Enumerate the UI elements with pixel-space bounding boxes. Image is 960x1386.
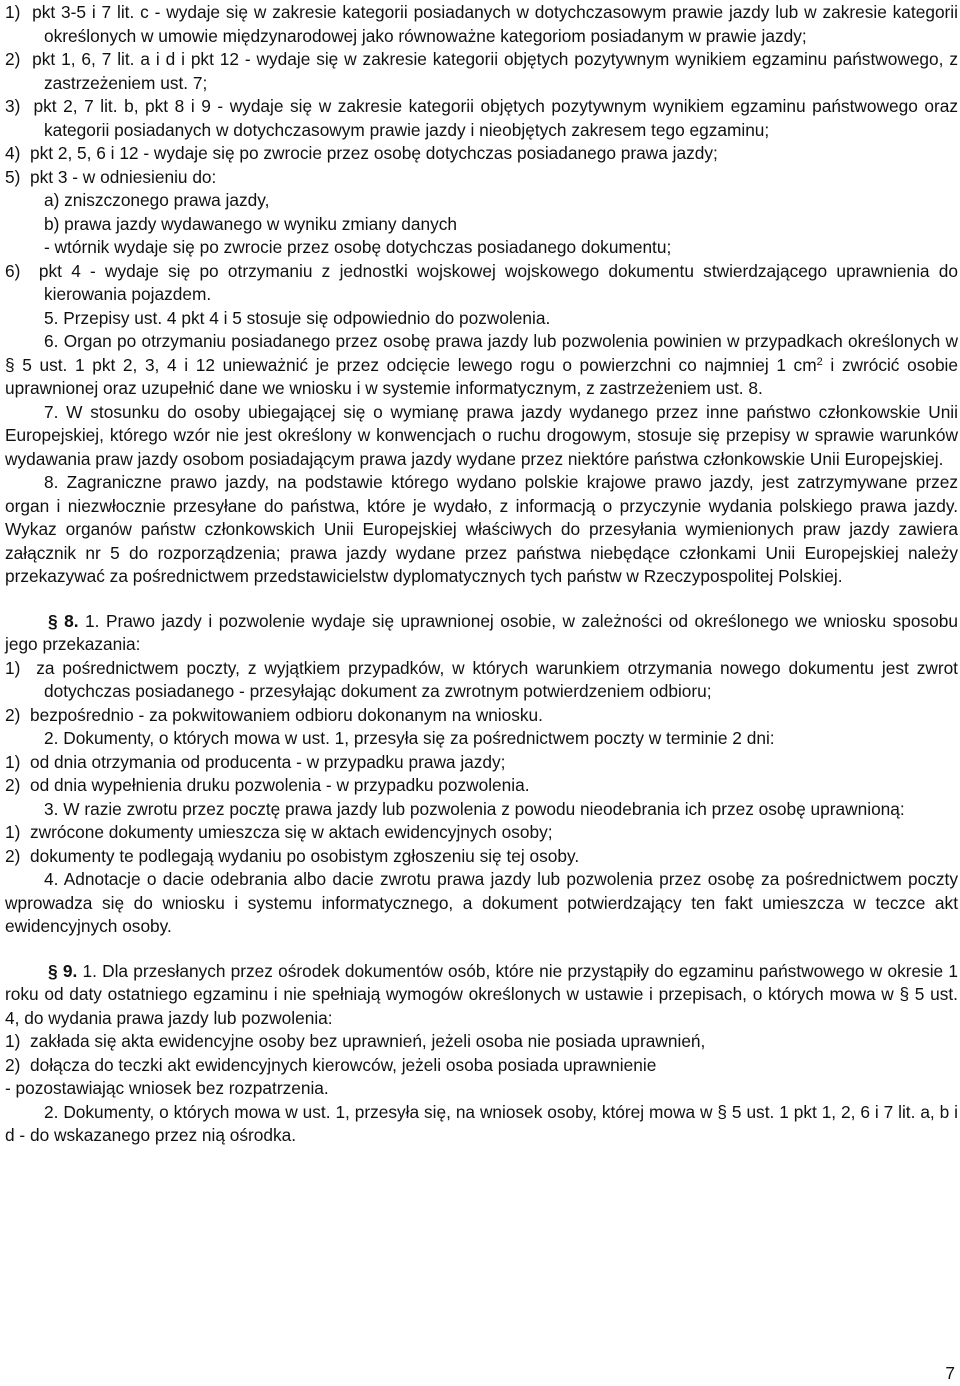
wtornik-note: - wtórnik wydaje się po zwrocie przez osobę dotychczas posiadanego dokumentu; <box>44 237 672 257</box>
section9-intro: § 9. 1. Dla przesłanych przez ośrodek dokumentów osób, które nie przystąpiły do egzaminu państwowego w okresie 1 roku od daty ostatniego egzaminu i nie spełniają wymogów określonych w ustawie i przepisach, o których mowa w § 5 ust. 4, do wydania prawa jazdy lub pozwolenia: <box>5 960 958 1028</box>
list-item: 1) pkt 3-5 i 7 lit. c - wydaje się w zakresie kategorii posiadanych w dotychczasowym prawie jazdy lub w zakresie kategorii określonych w umowie międzynarodowej jako równoważne kategoriom posiadanym w prawie jazdy; <box>5 2 958 46</box>
list-item: 2) dokumenty te podlegają wydaniu po osobistym zgłoszeniu się tej osoby. <box>5 845 580 866</box>
ust8-paragraph: 8. Zagraniczne prawo jazdy, na podstawie którego wydano polskie krajowe prawo jazdy, jest zatrzymywane przez organ i niezwłocznie przesyłane do państwa, które je wydało, z informacją o przyczynie wydania polskiego prawa jazdy. Wykaz organów państw członkowskich Unii Europejskiej właściwych do przesyłania wymienionych praw jazdy zawiera załącznik nr 5 do rozporządzenia; prawa jazdy wydane przez państwa niebędące członkami Unii Europejskiej należy przekazywać za pośrednictwem przedstawicielstw dyplomatycznych tych państw w Rzeczypospolitej Polskiej. <box>5 472 958 586</box>
section9-ust2: 2. Dokumenty, o których mowa w ust. 1, przesyła się, na wniosek osoby, której mowa w § 5 ust. 1 pkt 1, 2, 6 i 7 lit. a, b i d - do wskazanego przez nią ośrodka. <box>5 1101 958 1145</box>
list-block1 <box>5 1 958 307</box>
section-mark: § 9. <box>48 960 78 981</box>
list-item: 2) dołącza do teczki akt ewidencyjnych kierowców, jeżeli osoba posiada uprawnienie <box>5 1054 657 1075</box>
list-item: 1) zakłada się akta ewidencyjne osoby bez uprawnień, jeżeli osoba nie posiada uprawnień, <box>5 1031 706 1051</box>
ust5-paragraph: 5. Przepisy ust. 4 pkt 4 i 5 stosuje się odpowiednio do pozwolenia. <box>44 307 551 328</box>
sub-item-b: b) prawa jazdy wydawanego w wyniku zmiany danych <box>44 213 458 234</box>
list-item: 3) pkt 2, 7 lit. b, pkt 8 i 9 - wydaje się w zakresie kategorii objętych pozytywnym wynikiem egzaminu państwowego oraz kategorii posiadanych w dotychczasowym prawie jazdy i nieobjętych zakresem tego egzaminu; <box>5 96 959 140</box>
page-number: 7 <box>945 1363 955 1383</box>
section9-tail: - pozostawiając wniosek bez rozpatrzenia. <box>5 1078 329 1098</box>
section8-ust2: 2. Dokumenty, o których mowa w ust. 1, przesyła się za pośrednictwem poczty w terminie 2 dni: <box>44 728 775 748</box>
section8-intro: § 8. 1. Prawo jazdy i pozwolenie wydaje się uprawnionej osobie, w zależności od określonego we wniosku sposobu jego przekazania: <box>5 610 958 654</box>
list-item: 2) bezpośrednio - za pokwitowaniem odbioru dokonanym na wniosku. <box>5 704 543 725</box>
list-item: 6) pkt 4 - wydaje się po otrzymaniu z jednostki wojskowej wojskowego dokumentu stwierdzającego uprawnienia do kierowania pojazdem. <box>5 260 959 304</box>
list-item: 5) pkt 3 - w odniesieniu do: <box>5 166 217 187</box>
section8-ust4: 4. Adnotacje o dacie odebrania albo dacie zwrotu prawa jazdy lub pozwolenia przez osobę za pośrednictwem poczty wprowadza się do wniosku i systemu informatycznego, a dokument potwierdzający ten fakt umieszcza w teczce akt ewidencyjnych osoby. <box>5 869 958 936</box>
list-item: 2) pkt 1, 6, 7 lit. a i d i pkt 12 - wydaje się w zakresie kategorii objętych pozytywnym wynikiem egzaminu państwowego, z zastrzeżeniem ust. 7; <box>5 49 958 93</box>
list-item: 1) za pośrednictwem poczty, z wyjątkiem przypadków, w których warunkiem otrzymania nowego dokumentu jest zwrot dotychczas posiadanego - przesyłając dokument za zwrotnym potwierdzeniem odbioru; <box>5 657 958 701</box>
document-page <box>5 1 958 1148</box>
list-item: 2) od dnia wypełnienia druku pozwolenia - w przypadku pozwolenia. <box>5 775 530 795</box>
list-item: 1) od dnia otrzymania od producenta - w przypadku prawa jazdy; <box>5 751 506 772</box>
list-item: 1) zwrócone dokumenty umieszcza się w aktach ewidencyjnych osoby; <box>5 822 553 842</box>
list-item: 4) pkt 2, 5, 6 i 12 - wydaje się po zwrocie przez osobę dotychczas posiadanego prawa jazdy; <box>5 143 718 163</box>
section-mark: § 8. <box>48 610 79 631</box>
sub-item-a: a) zniszczonego prawa jazdy, <box>44 190 270 210</box>
ust7-paragraph: 7. W stosunku do osoby ubiegającej się o wymianę prawa jazdy wydanego przez inne państwo członkowskie Unii Europejskiej, którego wzór nie jest określony w konwencjach o ruchu drogowym, stosuje się przepisy w sprawie warunków wydawania praw jazdy osobom posiadającym prawa jazdy wydane przez niektóre państwa członkowskie Unii Europejskiej. <box>5 401 958 469</box>
section8-ust3: 3. W razie zwrotu przez pocztę prawa jazdy lub pozwolenia z powodu nieodebrania ich przez osobę uprawnioną: <box>44 798 905 819</box>
ust6-paragraph: 6. Organ po otrzymaniu posiadanego przez osobę prawa jazdy lub pozwolenia powinien w przypadkach określonych w § 5 ust. 1 pkt 2, 3, 4 i 12 unieważnić je przez odcięcie lewego rogu o powierzchni co najmniej 1 $cm^2$ i zwrócić osobie uprawnionej oraz uzupełnić dane we wniosku i w systemie informatycznym, z zastrzeżeniem ust. 8. <box>5 331 959 398</box>
